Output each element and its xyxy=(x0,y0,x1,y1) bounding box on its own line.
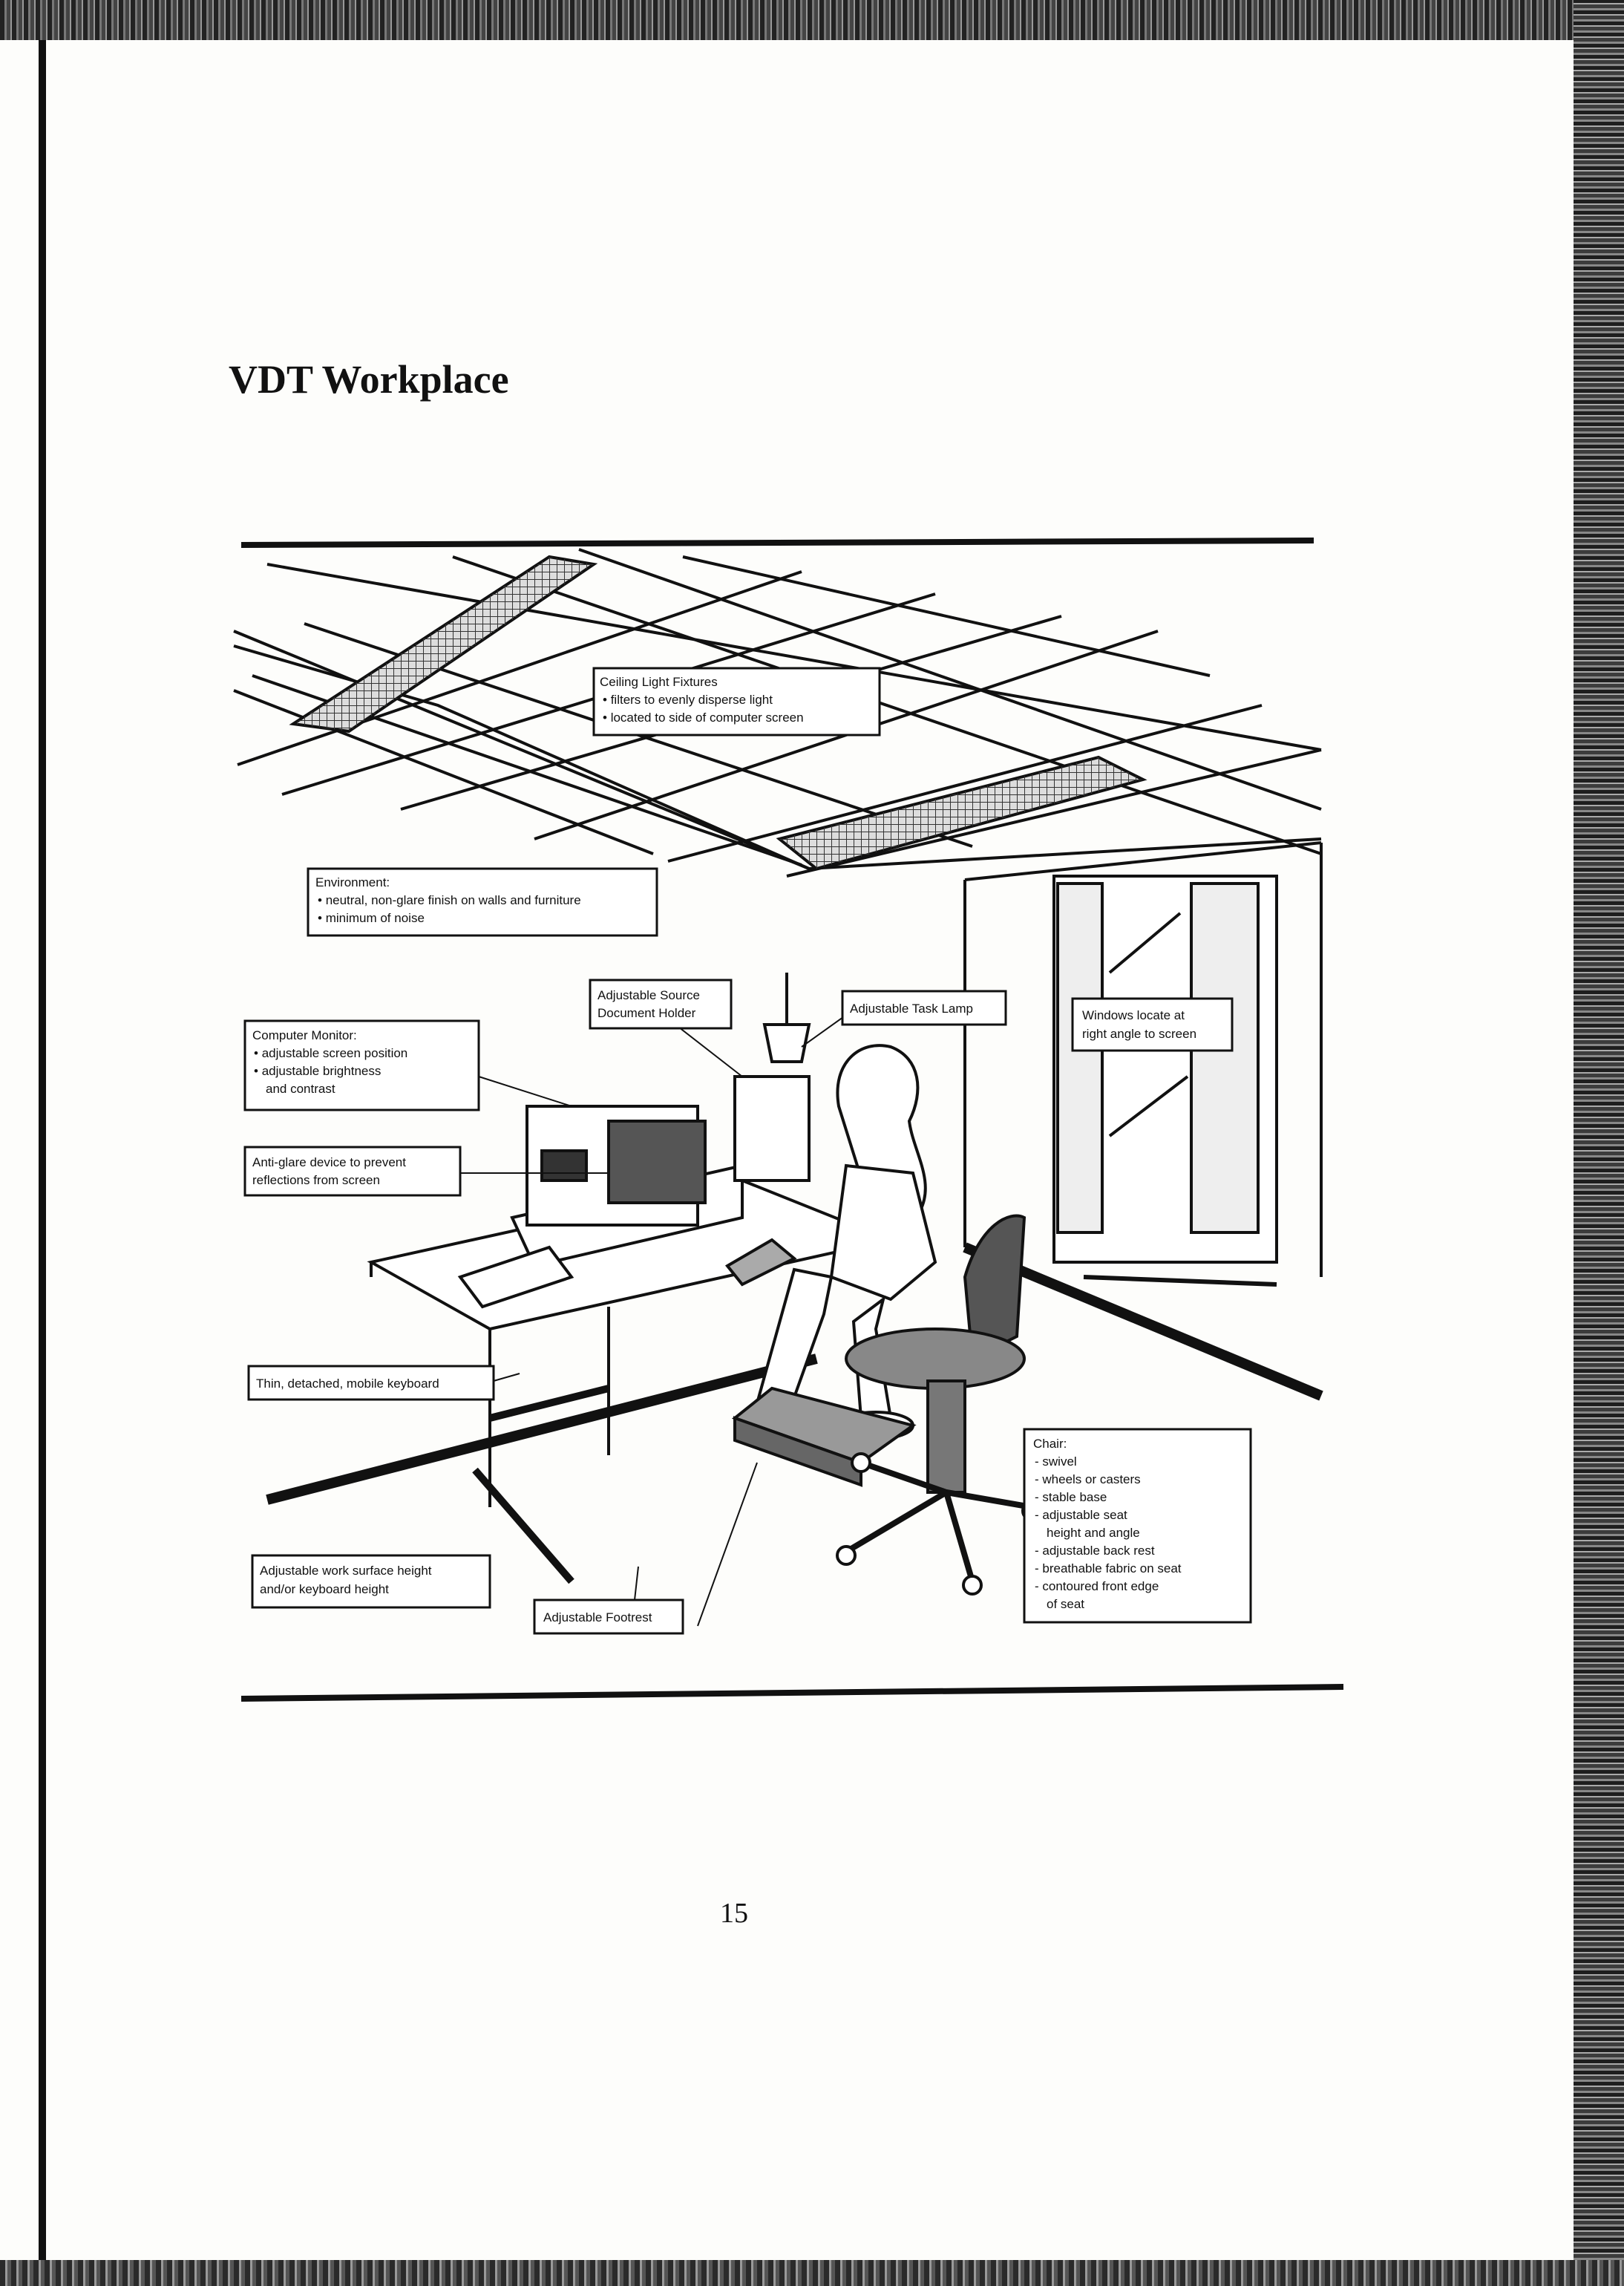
svg-text:- breathable fabric on seat: - breathable fabric on seat xyxy=(1035,1561,1182,1575)
svg-text:- stable base: - stable base xyxy=(1035,1490,1107,1504)
callout-heading: Environment: xyxy=(315,875,390,889)
figure-bottom-rule xyxy=(241,1687,1343,1699)
svg-text:- contoured front edge: - contoured front edge xyxy=(1035,1579,1159,1593)
callout-task-lamp xyxy=(842,991,1006,1025)
callout-document-holder xyxy=(590,980,731,1028)
scan-edge-left xyxy=(0,40,46,2260)
svg-text:• minimum of noise: • minimum of noise xyxy=(318,911,425,925)
callout-line: Windows locate at xyxy=(1082,1008,1185,1022)
page-number: 15 xyxy=(720,1898,748,1929)
window xyxy=(1054,876,1277,1284)
scan-edge-right xyxy=(1574,0,1624,2286)
callout-heading: Computer Monitor: xyxy=(252,1028,357,1042)
callout-line: Thin, detached, mobile keyboard xyxy=(256,1377,439,1391)
svg-text:• located to side of computer: • located to side of computer screen xyxy=(603,711,804,725)
page-title: VDT Workplace xyxy=(229,357,509,402)
callout-item: adjustable seat xyxy=(1042,1508,1127,1522)
svg-text:- adjustable back rest: - adjustable back rest xyxy=(1035,1544,1155,1558)
callout-line: Anti-glare device to prevent xyxy=(252,1155,406,1169)
callout-work-surface xyxy=(252,1555,490,1607)
callout-item: stable base xyxy=(1042,1490,1107,1504)
callout-item: swivel xyxy=(1042,1454,1077,1469)
svg-text:• filters to evenly disperse l: • filters to evenly disperse light xyxy=(603,693,773,707)
svg-text:- adjustable seat: - adjustable seat xyxy=(1035,1508,1127,1522)
callout-item: height and angle xyxy=(1047,1526,1140,1540)
callout-line: Adjustable Footrest xyxy=(543,1610,652,1624)
callout-line: Adjustable work surface height xyxy=(260,1564,432,1578)
callout-item: adjustable brightness xyxy=(261,1064,382,1078)
callout-footrest xyxy=(534,1600,683,1633)
callout-line: Adjustable Source xyxy=(597,988,700,1002)
callout-chair xyxy=(1024,1429,1251,1622)
figure-top-rule xyxy=(241,541,1314,545)
callout-item: adjustable back rest xyxy=(1042,1544,1155,1558)
callout-computer-monitor xyxy=(245,1021,479,1110)
callout-line: reflections from screen xyxy=(252,1173,380,1187)
svg-text:- swivel: - swivel xyxy=(1035,1454,1077,1469)
scan-edge-bottom xyxy=(0,2260,1624,2286)
callout-heading: Chair: xyxy=(1033,1437,1067,1451)
callout-anti-glare xyxy=(245,1147,460,1195)
svg-text:• adjustable brightness: • adjustable brightness xyxy=(254,1064,382,1078)
callout-windows xyxy=(1073,999,1232,1051)
callout-item: wheels or casters xyxy=(1042,1472,1141,1486)
svg-text:• neutral, non-glare finish on: • neutral, non-glare finish on walls and furniture xyxy=(318,893,581,907)
callout-line: Adjustable Task Lamp xyxy=(850,1002,974,1016)
callout-item: minimum of noise xyxy=(325,911,425,925)
callout-item: adjustable screen position xyxy=(261,1046,408,1060)
callout-item: of seat xyxy=(1047,1597,1085,1611)
callout-item: breathable fabric on seat xyxy=(1042,1561,1182,1575)
callout-line: Document Holder xyxy=(597,1006,696,1020)
callout-item: and contrast xyxy=(266,1082,335,1096)
callout-item: located to side of computer screen xyxy=(610,711,804,725)
callout-item: neutral, non-glare finish on walls and furniture xyxy=(325,893,581,907)
callout-line: right angle to screen xyxy=(1082,1027,1197,1041)
callout-keyboard xyxy=(249,1366,494,1400)
callout-ceiling-light-fixtures xyxy=(594,668,880,735)
callout-item: contoured front edge xyxy=(1042,1579,1159,1593)
svg-text:• adjustable screen position: • adjustable screen position xyxy=(254,1046,408,1060)
callout-item: filters to evenly disperse light xyxy=(610,693,773,707)
svg-text:- wheels or casters: - wheels or casters xyxy=(1035,1472,1141,1486)
callout-environment xyxy=(308,869,657,935)
scan-edge-top xyxy=(0,0,1624,40)
document-holder-and-lamp xyxy=(735,973,809,1180)
callout-line: and/or keyboard height xyxy=(260,1582,389,1596)
callout-heading: Ceiling Light Fixtures xyxy=(600,675,718,689)
workstation-illustration xyxy=(223,527,1351,1715)
